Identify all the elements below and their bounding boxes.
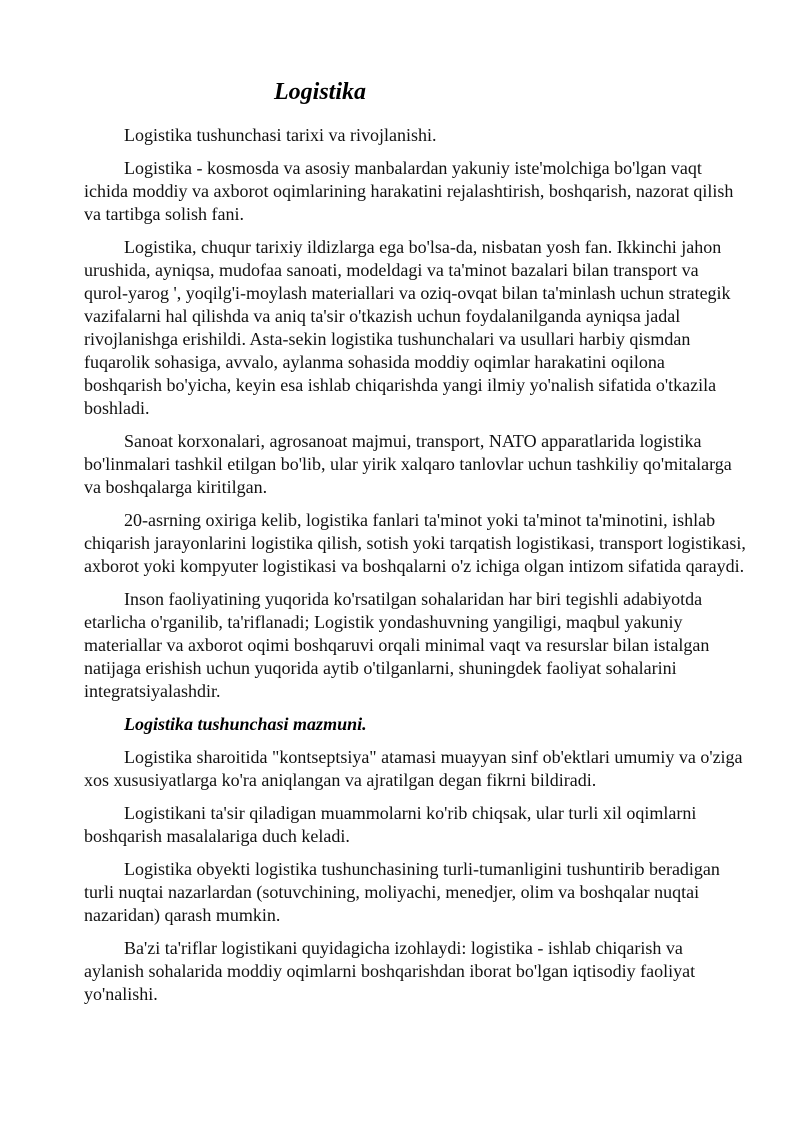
- intro-line: Logistika tushunchasi tarixi va rivojlanishi.: [124, 125, 437, 145]
- paragraph-problems: Logistikani ta'sir qiladigan muammolarni ko'rib chiqsak, ular turli xil oqimlarni boshqarish masalalariga duch keladi.: [84, 803, 697, 846]
- paragraph-industry: Sanoat korxonalari, agrosanoat majmui, transport, NATO apparatlarida logistika bo'linmalari tashkil etilgan bo'lib, ular yirik xalqaro tanlovlar uchun tashkiliy qo'mitalarga va boshqalarga kiritilgan.: [84, 431, 732, 497]
- paragraph-integration: Inson faoliyatining yuqorida ko'rsatilgan sohalaridan har biri tegishli adabiyotda etarlicha o'rganilib, ta'riflanadi; Logistik yondashuvning yangiligi, maqbul yakuniy materiallar va axborot oqimi boshqaruvi orqali minimal vaqt va resurslar bilan istalgan natijaga erishish uchun yuqorida aytib o'tilganlarni, shuningdek faoliyat sohalarini integratsiyalashdir.: [84, 589, 710, 701]
- document-page: [84, 78, 746, 1016]
- section-subheading: Logistika tushunchasi mazmuni.: [124, 714, 367, 734]
- paragraph-20th-century: 20-asrning oxiriga kelib, logistika fanlari ta'minot yoki ta'minot ta'minotini, ishlab chiqarish jarayonlarini logistika qilish, sotish yoki tarqatish logistikasi, transport logistikasi, axborot yoki kompyuter logistikasi va boshqalarni o'z ichiga olgan intizom sifatida qaraydi.: [84, 510, 746, 576]
- paragraph-concept: Logistika sharoitida "kontseptsiya" atamasi muayyan sinf ob'ektlari umumiy va o'ziga xos xususiyatlarga ko'ra aniqlangan va ajratilgan degan fikrni bildiradi.: [84, 747, 743, 790]
- paragraph-definitions: Ba'zi ta'riflar logistikani quyidagicha izohlaydi: logistika - ishlab chiqarish va aylanish sohalarida moddiy oqimlarni boshqarishdan iborat bo'lgan iqtisodiy faoliyat yo'nalishi.: [84, 938, 696, 1004]
- paragraph-definition: Logistika - kosmosda va asosiy manbalardan yakuniy iste'molchiga bo'lgan vaqt ichida moddiy va axborot oqimlarining harakatini rejalashtirish, boshqarish, nazorat qilish va tartibga solish fani.: [84, 158, 734, 224]
- paragraph-object: Logistika obyekti logistika tushunchasining turli-tumanligini tushuntirib beradigan turli nuqtai nazarlardan (sotuvchining, moliyachi, menedjer, olim va boshqalar nuqtai nazaridan) qarash mumkin.: [84, 859, 720, 925]
- paragraph-history: Logistika, chuqur tarixiy ildizlarga ega bo'lsa-da, nisbatan yosh fan. Ikkinchi jahon urushida, ayniqsa, mudofaa sanoati, modeldagi va ta'minot bazalari bilan transport va qurol-yarog ', yoqilg'i-moylash materiallari va oziq-ovqat bilan ta'minlash uchun strategik vazifalarni hal qilishda va aniq ta'sir o'tkazish uchun foydalanilganda ayniqsa jadal rivojlanishga erishildi. Asta-sekin logistika tushunchalari va usullari harbiy qismdan fuqarolik sohasiga, avvalo, aylanma sohasida moddiy oqimlar harakatini oqilona boshqarish bo'yicha, keyin esa ishlab chiqarishda yangi ilmiy yo'nalish sifatida o'tkazila boshladi.: [84, 237, 731, 418]
- document-title: Logistika: [274, 79, 367, 105]
